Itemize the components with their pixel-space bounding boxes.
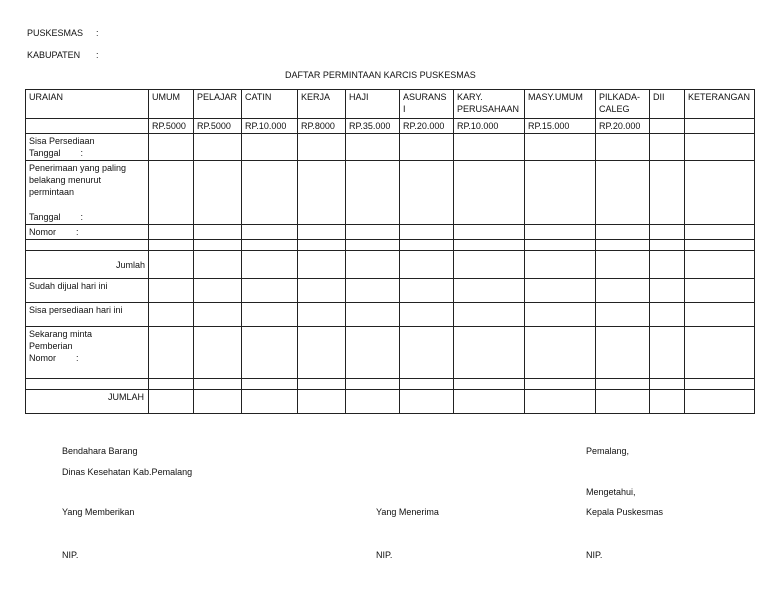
sisa-hari-ini-label: Sisa persediaan hari ini	[26, 303, 149, 327]
column-header: DII	[650, 90, 685, 119]
yang-memberikan-label: Yang Memberikan	[62, 507, 135, 517]
nip-kepala: NIP.	[586, 550, 603, 560]
column-header: MASY.UMUM	[525, 90, 596, 119]
nomor-text: Nomor :	[29, 353, 79, 363]
table-row	[26, 225, 755, 240]
column-header: URAIAN	[26, 90, 149, 119]
row-label-penerimaan	[26, 161, 149, 225]
price-cell: RP.5000	[149, 119, 194, 134]
row-label-sekarang-minta	[26, 327, 149, 379]
table-row	[26, 134, 755, 161]
price-row	[26, 119, 755, 134]
kabupaten-label: KABUPATEN	[27, 50, 81, 60]
column-header: KARY. PERUSAHAAN	[454, 90, 525, 119]
puskesmas-separator: :	[96, 28, 99, 38]
table-row	[26, 161, 755, 225]
kepala-puskesmas-label: Kepala Puskesmas	[586, 507, 664, 517]
yang-menerima-label: Yang Menerima	[376, 507, 439, 517]
tanggal-text: Tanggal :	[29, 212, 84, 222]
table-row	[26, 279, 755, 303]
sisa-persediaan-text: Sisa Persediaan	[29, 136, 95, 146]
column-header: KERJA	[298, 90, 346, 119]
column-header: ASURANS I	[400, 90, 454, 119]
puskesmas-label: PUSKESMAS	[27, 28, 84, 38]
nomor-text: Nomor :	[26, 225, 149, 240]
column-header: HAJI	[346, 90, 400, 119]
document-title: DAFTAR PERMINTAAN KARCIS PUSKESMAS	[285, 70, 476, 80]
price-cell	[26, 119, 149, 134]
column-header: PELAJAR	[194, 90, 242, 119]
bendahara-label: Bendahara Barang	[62, 446, 138, 456]
row-label-sisa-persediaan	[26, 134, 149, 161]
dinas-label: Dinas Kesehatan Kab.Pemalang	[62, 467, 193, 477]
table-row	[26, 251, 755, 279]
jumlah-label: Jumlah	[26, 251, 149, 279]
penerimaan-text: Penerimaan yang paling belakang menurut permintaan	[29, 163, 127, 197]
table-row	[26, 327, 755, 379]
sudah-dijual-label: Sudah dijual hari ini	[26, 279, 149, 303]
price-cell	[685, 119, 755, 134]
table-row	[26, 379, 755, 390]
price-cell: RP.15.000	[525, 119, 596, 134]
price-cell	[650, 119, 685, 134]
column-header: CATIN	[242, 90, 298, 119]
pemalang-label: Pemalang,	[586, 446, 630, 456]
price-cell: RP.35.000	[346, 119, 400, 134]
table-row	[26, 303, 755, 327]
price-cell: RP.10.000	[242, 119, 298, 134]
price-cell: RP.8000	[298, 119, 346, 134]
price-cell: RP.20.000	[596, 119, 650, 134]
ticket-request-table	[25, 89, 755, 414]
tanggal-text: Tanggal :	[29, 148, 84, 158]
mengetahui-label: Mengetahui,	[586, 487, 636, 497]
price-cell: RP.5000	[194, 119, 242, 134]
sekarang-minta-text: Sekarang minta	[29, 329, 93, 339]
column-header: UMUM	[149, 90, 194, 119]
price-cell: RP.10.000	[454, 119, 525, 134]
nip-menerima: NIP.	[376, 550, 393, 560]
jumlah-total-label: JUMLAH	[26, 390, 149, 414]
nip-memberikan: NIP.	[62, 550, 79, 560]
pemberian-text: Pemberian	[29, 341, 73, 351]
column-header: PILKADA- CALEG	[596, 90, 650, 119]
price-cell: RP.20.000	[400, 119, 454, 134]
kabupaten-separator: :	[96, 50, 99, 60]
table-row	[26, 240, 755, 251]
table-row	[26, 390, 755, 414]
table-header-row	[26, 90, 755, 119]
column-header: KETERANGAN	[685, 90, 755, 119]
